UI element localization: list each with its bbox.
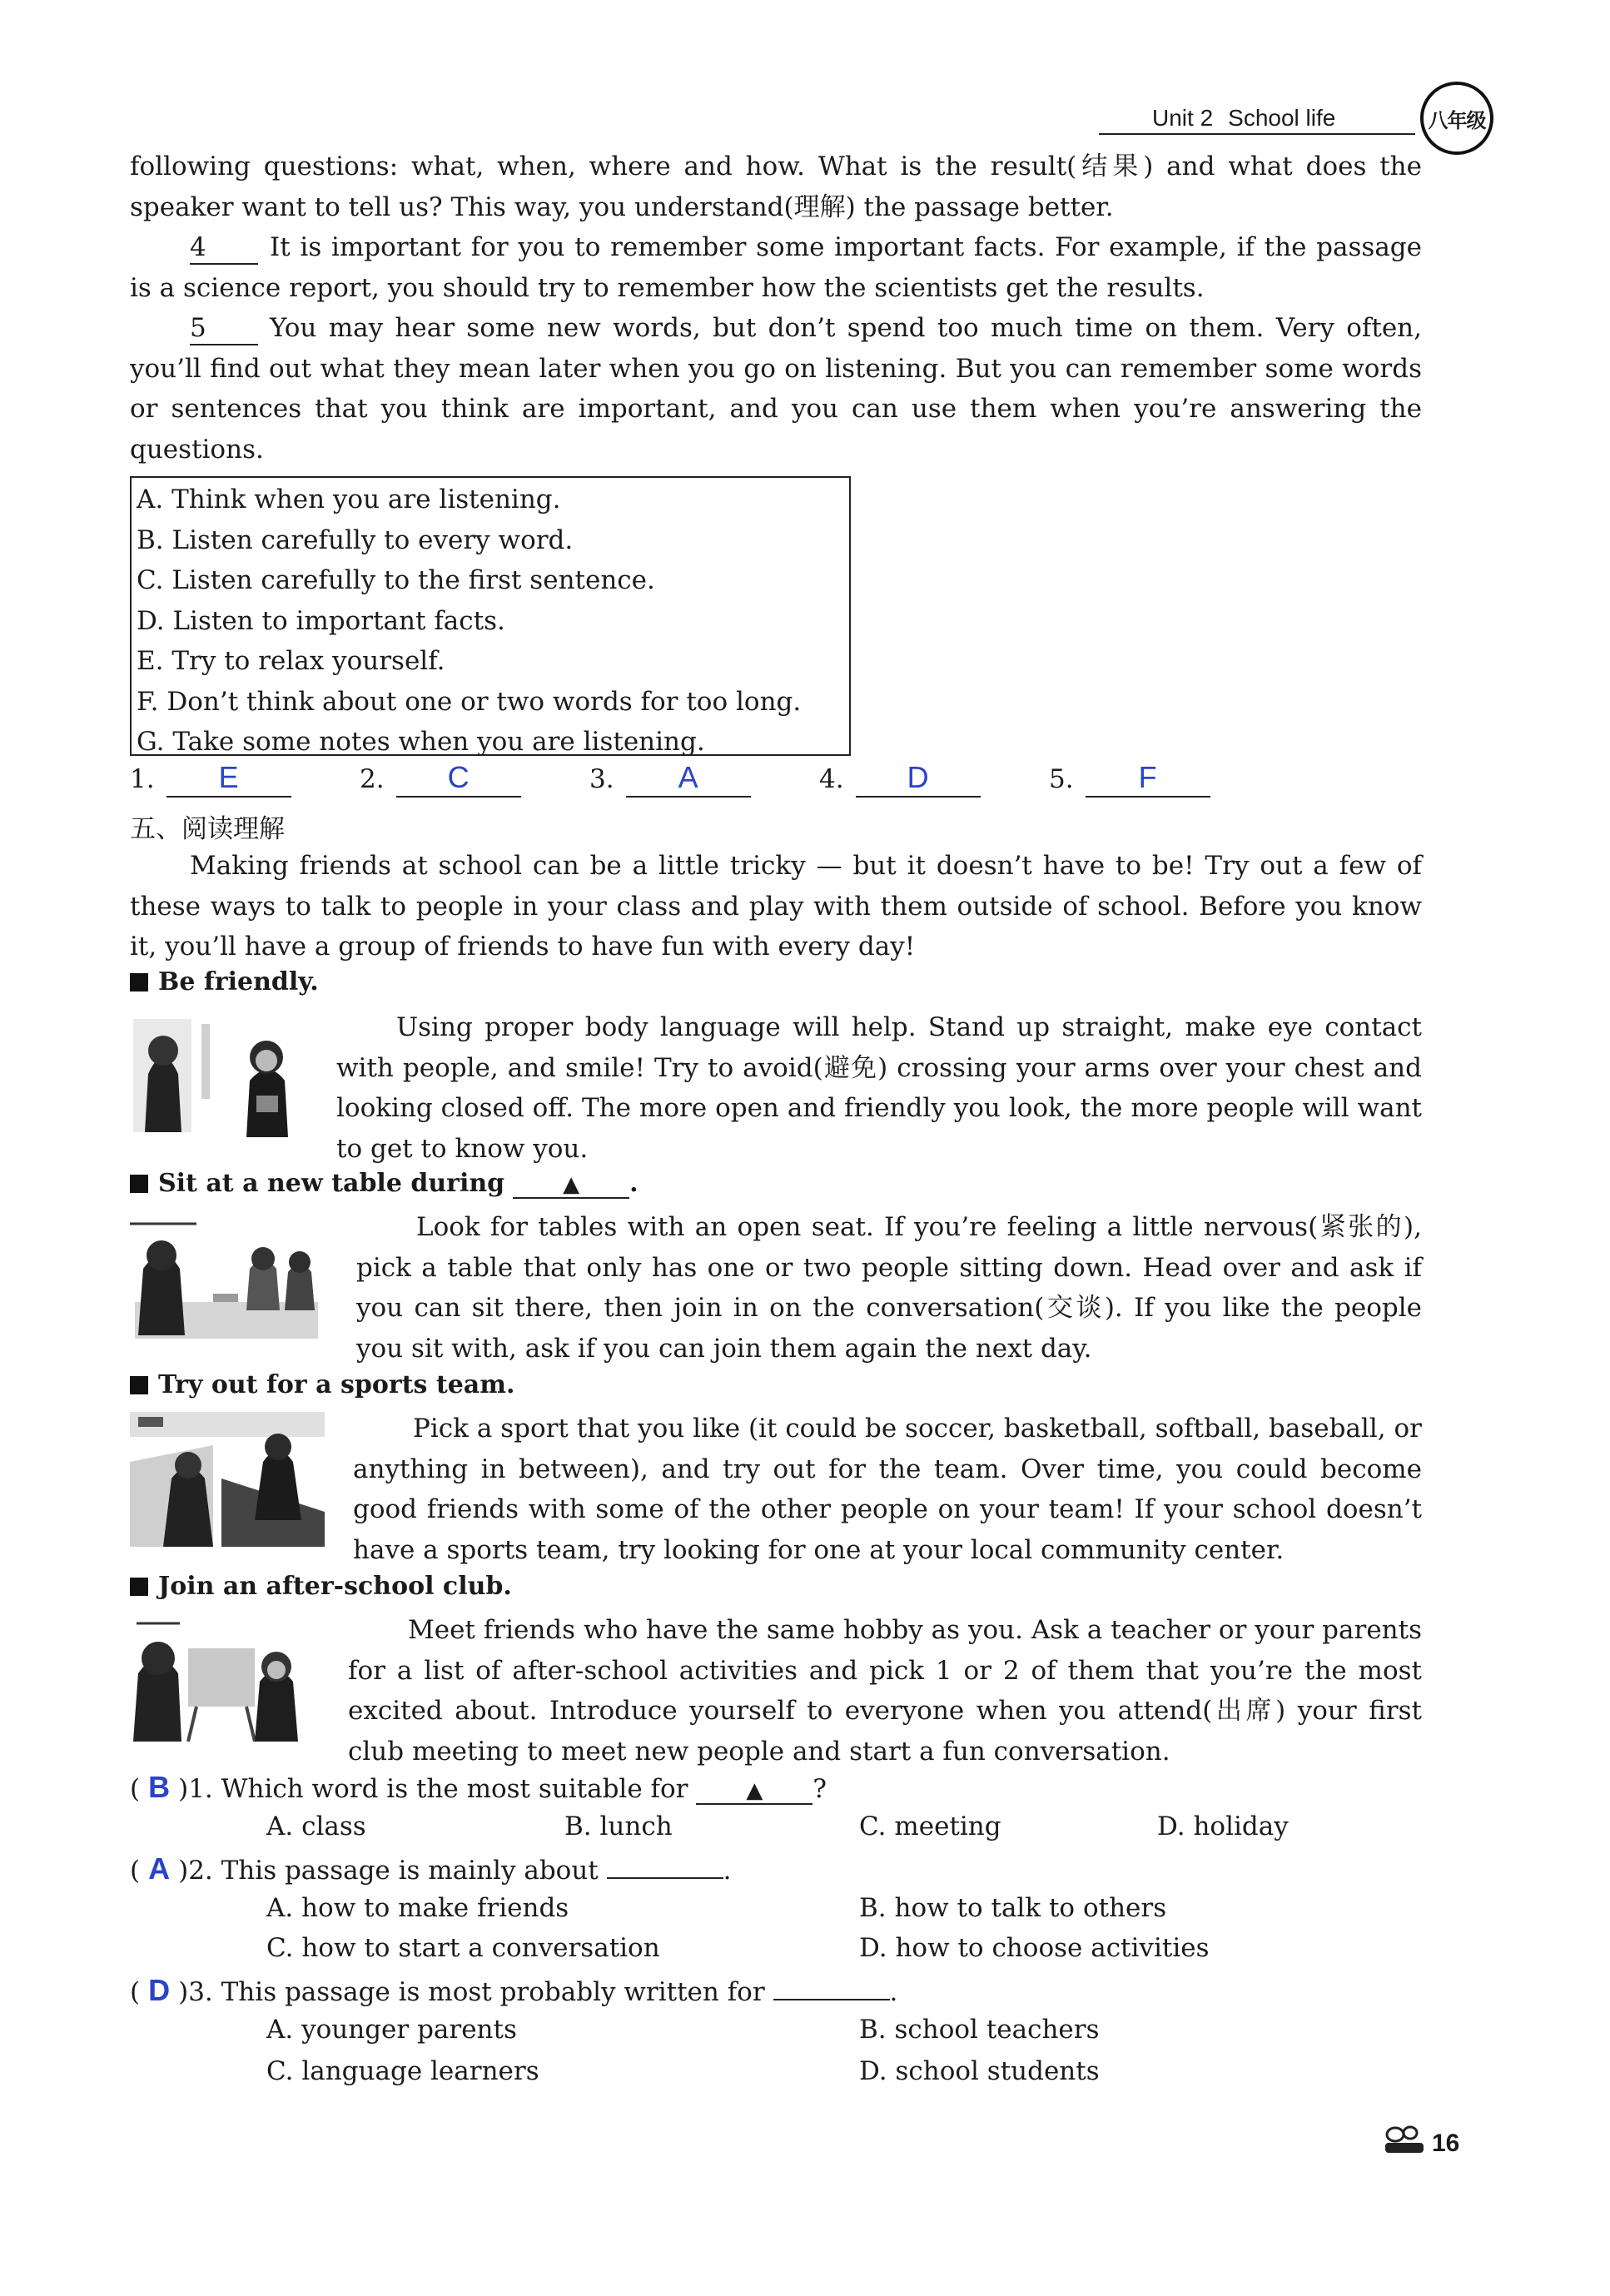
header-rule bbox=[1099, 133, 1415, 135]
question-3-answer: D bbox=[148, 1973, 171, 2007]
q2-choice-b: B. how to talk to others bbox=[859, 1893, 1167, 1923]
q1-choice-c: C. meeting bbox=[859, 1811, 1001, 1841]
blank-4: 4 bbox=[190, 231, 258, 265]
option-f: F. Don’t think about one or two words for too long. bbox=[137, 686, 802, 717]
tip-text-4: Meet friends who have the same hobby as you. Ask a teacher or your parents for a list of after-school activities and pick 1 or 2 of them that you’re the most excited about. Introduce yourself to everyone when you attend(出席) your first club meeting to meet new people and start a fun conversation. bbox=[348, 1615, 1422, 1767]
options-box bbox=[130, 476, 851, 756]
paragraph-5: 5 You may hear some new words, but don’t spend too much time on them. Very often, you’ll find out what they mean later when you go on listening. But you can remember some words or sentences that you think are important, and you can use them when you’re answering the questions. bbox=[130, 313, 1422, 465]
tip-text-1: Using proper body language will help. Stand up straight, make eye contact with people, and smile! Try to avoid(避免) crossing your arms over your chest and looking closed off. The more open and friendly you look, the more people will want to get to know you. bbox=[336, 1012, 1422, 1164]
answer-1: 1. E bbox=[130, 759, 291, 798]
q3-choice-b: B. school teachers bbox=[859, 2015, 1100, 2045]
question-1: ( B )1. Which word is the most suitable for ▲ ? bbox=[130, 1770, 827, 1804]
answer-blank bbox=[607, 1877, 723, 1879]
unit-title: School life bbox=[1228, 105, 1336, 131]
answer-blank bbox=[773, 1999, 890, 2000]
answer-5: 5. F bbox=[1049, 759, 1210, 798]
q3-choice-a: A. younger parents bbox=[266, 2015, 517, 2045]
q1-choice-b: B. lunch bbox=[564, 1811, 673, 1841]
square-bullet-icon bbox=[130, 1376, 148, 1394]
option-a: A. Think when you are listening. bbox=[137, 485, 561, 514]
tip-heading-3: Try out for a sports team. bbox=[130, 1370, 514, 1399]
reading-intro: Making friends at school can be a little tricky — but it doesn’t have to be! Try out a few of these ways to talk to people in your class and play with them outside of school. Before you know it, you’ll have a group of friends to have fun with every day! bbox=[130, 851, 1422, 962]
page-ornament-icon bbox=[1382, 2123, 1427, 2156]
question-1-answer: B bbox=[148, 1770, 171, 1804]
grade-badge-icon: 八年级 bbox=[1420, 82, 1493, 155]
option-e: E. Try to relax yourself. bbox=[137, 646, 445, 676]
photo-after-school-club bbox=[130, 1615, 315, 1742]
section-title: 五、阅读理解 bbox=[130, 814, 285, 844]
question-2-answer: A bbox=[148, 1851, 171, 1886]
tip-heading-1: Be friendly. bbox=[130, 967, 319, 996]
answer-4: 4. D bbox=[819, 759, 981, 798]
question-2: ( A )2. This passage is mainly about . bbox=[130, 1851, 732, 1886]
q2-choice-d: D. how to choose activities bbox=[859, 1933, 1210, 1963]
paragraph-4: 4 It is important for you to remember some important facts. For example, if the passage is a science report, you should try to remember how the scientists get the results. bbox=[130, 232, 1422, 303]
paragraph: following questions: what, when, where and how. What is the result(结果) and what does the speaker want to tell us? This way, you understand(理解) the passage better. bbox=[130, 152, 1422, 222]
q2-choice-c: C. how to start a conversation bbox=[266, 1933, 660, 1963]
photo-lunch-table bbox=[130, 1219, 321, 1344]
tip-text-3: Pick a sport that you like (it could be soccer, basketball, softball, baseball, or anything in between), and try out for the team. Over time, you could become good friends with some of the other people on your team! If your school doesn’t have a sports team, try looking for one at your local community center. bbox=[353, 1414, 1422, 1565]
option-b: B. Listen carefully to every word. bbox=[137, 524, 574, 555]
blank-5: 5 bbox=[190, 312, 258, 345]
photo-sports-team bbox=[130, 1412, 325, 1547]
square-bullet-icon bbox=[130, 1175, 148, 1193]
q1-choice-d: D. holiday bbox=[1157, 1811, 1289, 1841]
q3-choice-c: C. language learners bbox=[266, 2056, 539, 2086]
answer-3: 3. A bbox=[589, 759, 751, 798]
q3-choice-d: D. school students bbox=[859, 2056, 1100, 2086]
answer-2: 2. C bbox=[360, 759, 521, 798]
option-g: G. Take some notes when you are listening. bbox=[137, 727, 705, 757]
passage-continuation bbox=[130, 147, 1422, 470]
q2-choice-a: A. how to make friends bbox=[266, 1893, 569, 1923]
blank-triangle: ▲ bbox=[696, 1778, 812, 1805]
tip-heading-4: Join an after-school club. bbox=[130, 1572, 512, 1601]
unit-label: Unit 2 bbox=[1152, 105, 1214, 131]
q1-choice-a: A. class bbox=[266, 1811, 366, 1841]
question-3: ( D )3. This passage is most probably written for . bbox=[130, 1973, 898, 2007]
option-d: D. Listen to important facts. bbox=[137, 605, 505, 636]
square-bullet-icon bbox=[130, 973, 148, 991]
option-c: C. Listen carefully to the first sentence. bbox=[137, 565, 655, 595]
photo-friendly-students bbox=[130, 1016, 310, 1137]
tip-text-2: Look for tables with an open seat. If you’re feeling a little nervous(紧张的), pick a table that only has one or two people sitting down. Head over and ask if you can sit there, then join in on the conversation(交谈). If you like the people you sit with, ask if you can join them again the next day. bbox=[356, 1212, 1422, 1364]
blank-triangle: ▲ bbox=[513, 1172, 629, 1199]
square-bullet-icon bbox=[130, 1578, 148, 1596]
tip-heading-2: Sit at a new table during ▲ . bbox=[130, 1169, 639, 1199]
page-number: 16 bbox=[1432, 2130, 1460, 2157]
running-header bbox=[1152, 105, 1335, 132]
